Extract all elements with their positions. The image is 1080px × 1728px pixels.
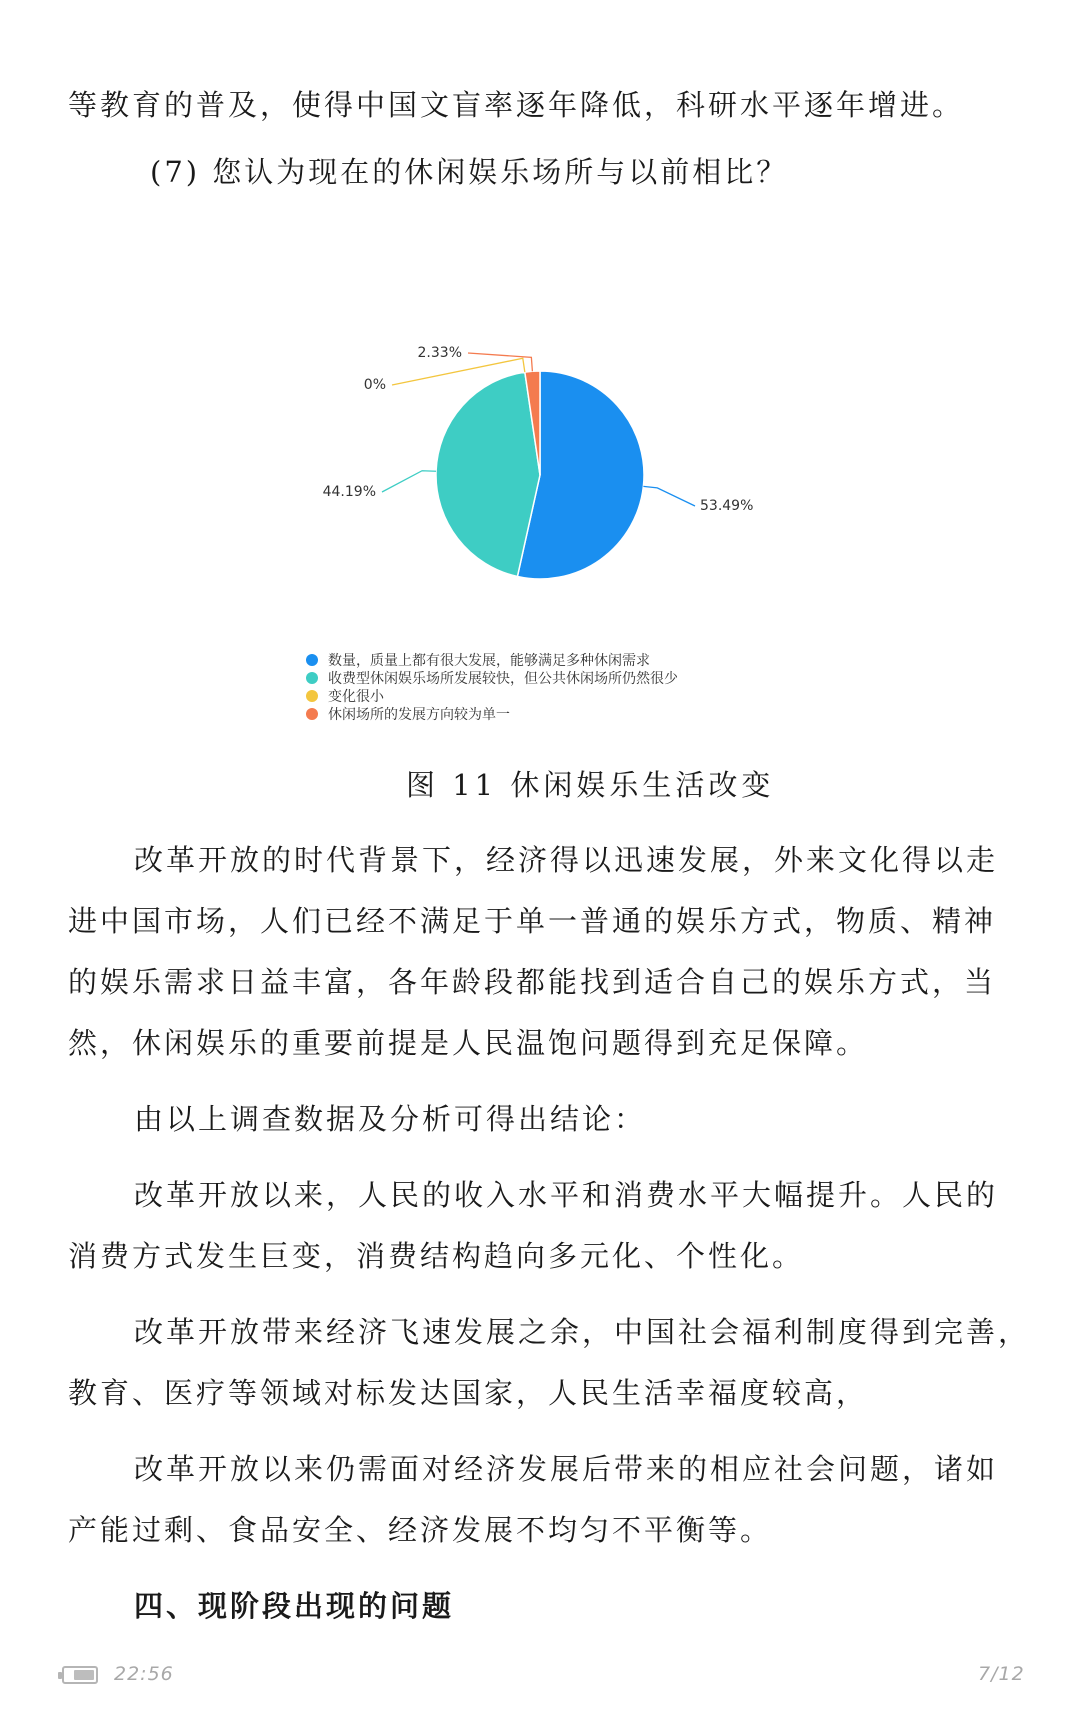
paragraph-line: 然，休闲娱乐的重要前提是人民温饱问题得到充足保障。: [68, 1026, 869, 1060]
paragraph-line: 进中国市场，人们已经不满足于单一普通的娱乐方式，物质、精神: [68, 904, 997, 938]
paragraph-line: 改革开放以来，人民的收入水平和消费水平大幅提升。人民的: [134, 1178, 999, 1212]
paragraph-line: 的娱乐需求日益丰富，各年龄段都能找到适合自己的娱乐方式，当: [68, 965, 997, 999]
reader-status-bar: [0, 1656, 1080, 1696]
pie-chart: [300, 320, 780, 740]
legend-label: 收费型休闲娱乐场所发展较快，但公共休闲场所仍然很少: [328, 671, 678, 687]
conclusion-intro: 由以上调查数据及分析可得出结论：: [134, 1102, 647, 1136]
battery-icon: [62, 1666, 98, 1684]
legend-marker: [306, 690, 318, 702]
data-label: 0%: [363, 377, 386, 393]
text-line: 等教育的普及，使得中国文盲率逐年降低，科研水平逐年增进。: [68, 88, 965, 122]
legend-label: 数量，质量上都有很大发展，能够满足多种休闲需求: [328, 653, 650, 669]
paragraph-line: 产能过剩、食品安全、经济发展不均匀不平衡等。: [68, 1513, 773, 1547]
leader-line: [643, 486, 695, 506]
paragraph-line: 教育、医疗等领域对标发达国家，人民生活幸福度较高，: [68, 1376, 869, 1410]
section-heading: 四、现阶段出现的问题: [134, 1589, 455, 1623]
leader-line: [382, 471, 436, 492]
data-label: 53.49%: [700, 498, 754, 514]
paragraph-line: 改革开放带来经济飞速发展之余，中国社会福利制度得到完善，: [134, 1315, 1031, 1349]
paragraph-line: 改革开放的时代背景下，经济得以迅速发展，外来文化得以走: [134, 843, 999, 877]
legend-label: 变化很小: [328, 689, 384, 705]
page-indicator[interactable]: 7/12: [978, 1663, 1025, 1685]
paragraph-line: 改革开放以来仍需面对经济发展后带来的相应社会问题，诸如: [134, 1452, 999, 1486]
legend-label: 休闲场所的发展方向较为单一: [328, 707, 510, 723]
legend-marker: [306, 654, 318, 666]
battery-level: [74, 1670, 94, 1680]
survey-question: (7) 您认为现在的休闲娱乐场所与以前相比？: [150, 155, 789, 189]
data-label: 2.33%: [417, 345, 462, 361]
data-label: 44.19%: [322, 484, 376, 500]
clock: 22:56: [114, 1663, 174, 1685]
pie-slice: [436, 372, 540, 576]
figure-caption: 图 11 休闲娱乐生活改变: [406, 768, 775, 802]
legend-marker: [306, 708, 318, 720]
legend-marker: [306, 672, 318, 684]
paragraph-line: 消费方式发生巨变，消费结构趋向多元化、个性化。: [68, 1239, 805, 1273]
